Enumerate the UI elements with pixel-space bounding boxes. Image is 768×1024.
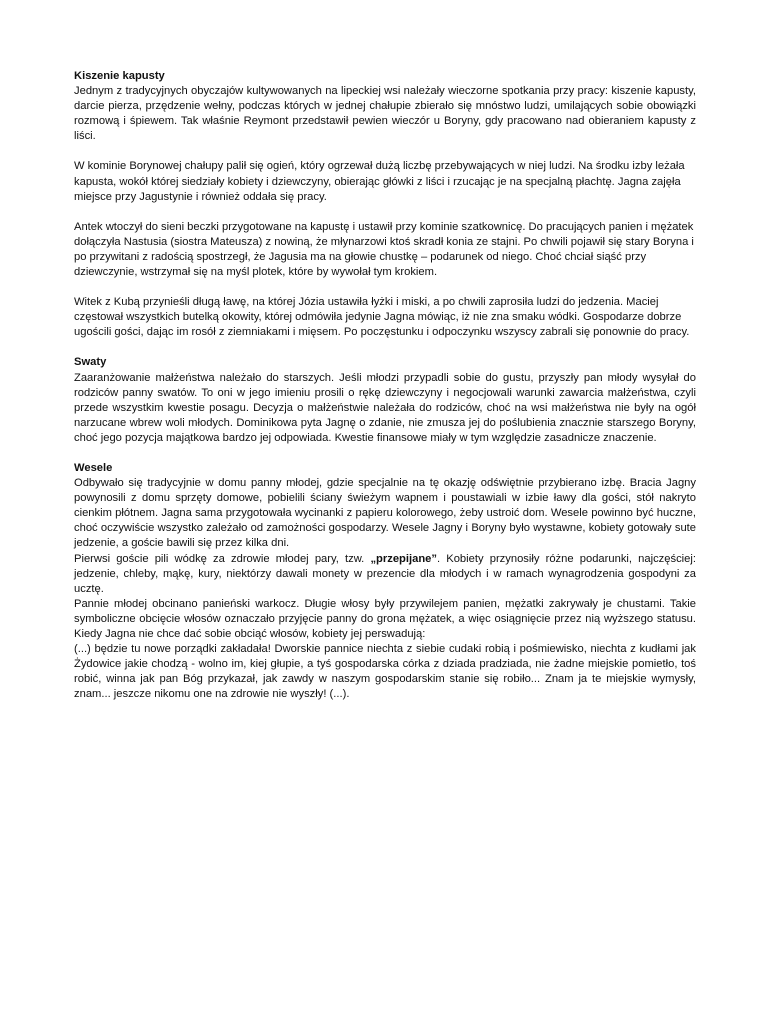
document-page [74, 69, 696, 717]
paragraph: Zaaranżowanie małżeństwa należało do starszych. Jeśli młodzi przypadli sobie do gustu, przyszły pan młody wysyłał do rodziców panny swatów. To oni w jego imieniu prosili o rękę dziewczyny i negocjowali warunki zawarcia małżeństwa, czyli przede wszystkim kwestie posagu. Decyzja o małżeństwie należała do rodziców, choć na wsi małżeństwa nie były na ogół narzucane wbrew woli młodych. Dominikowa pyta Jagnę o zdanie, nie zmusza jej do poślubienia znacznie starszego Boryny, choć jego pozycja majątkowa bardzo jej odpowiada. Kwestie finansowe miały w tym względzie zasadnicze znaczenie. [74, 371, 696, 444]
paragraph: Pannie młodej obcinano panieński warkocz. Długie włosy były przywilejem panien, mężatki zakrywały je chustami. Takie symboliczne obcięcie włosów oznaczało przyjęcie panny do grona mężatek, a więc osiągnięcie przez nią wyższego statusu. Kiedy Jagna nie chce dać sobie obciąć włosów, kobiety jej perswadują: [74, 597, 696, 640]
paragraph: Antek wtoczył do sieni beczki przygotowane na kapustę i ustawił przy kominie szatkownicę. Do pracujących panien i mężatek dołączyła Nastusia (siostra Mateusza) z nowiną, że młynarzowi ktoś skradł konia ze stajni. Po chwili pojawił się stary Boryna i po przywitani z radością spostrzegł, że Jagusia ma na głowie chustkę – podarunek od niego. Choć chciał siąść przy dziewczynie, wstrzymał się na myśl plotek, które by wywołał tym krokiem. [74, 220, 694, 279]
section-heading: Wesele [74, 461, 113, 474]
paragraph: W kominie Borynowej chałupy palił się ogień, który ogrzewał dużą liczbę przebywających w niej ludzi. Na środku izby leżała kapusta, wokół której siedziały kobiety i dziewczyny, obierając główki z liści i rzucając je na specjalną płachtę. Jagna zajęła miejsce przy Jagustynie i również oddała się pracy. [74, 160, 685, 203]
quoted-passage: (...) będzie tu nowe porządki zakładała! Dworskie pannice niechta z siebie cudaki robią i pośmiewisko, niechta z kudłami jak Żydowice jakie chodzą - wolno im, kiej głupie, a tyś gospodarska córka z dziada pradziada, nie żadne miejskie pomietło, toś robić, winna jak pan Bóg przykazał, jak zawdy w naszym gospodarskim stanie się robiło... Znam ja te miejskie wymysły, znam... jeszcze nikomu one na zdrowie nie wyszły! (...). [74, 643, 696, 701]
bold-term: „przepijane” [370, 552, 437, 565]
section-swaty [74, 355, 696, 446]
paragraph [74, 552, 696, 597]
paragraph: Jednym z tradycyjnych obyczajów kultywowanych na lipeckiej wsi należały wieczorne spotkania przy pracy: kiszenie kapusty, darcie pierza, przędzenie wełny, podczas których w jednej chałupie zbierało się mnóstwo ludzi, umilających sobie obowiązki rozmową i śpiewem. Tak właśnie Reymont przedstawił pewien wieczór u Boryny, gdy pracowano nad obieraniem kapusty z liści. [74, 85, 696, 143]
paragraph: Witek z Kubą przynieśli długą ławę, na której Józia ustawiła łyżki i miski, a po chwili zaprosiła ludzi do jedzenia. Maciej częstował wszystkich butelką okowity, której odmówiła jedynie Jagna mówiąc, iż nie zna smaku wódki. Gospodarze dobrze ugościli gości, dając im rosół z ziemniakami i mięsem. Po poczęstunku i odpoczynku wszyscy zabrali się ponownie do pracy. [74, 296, 690, 339]
section-heading: Kiszenie kapusty [74, 70, 165, 82]
section-wesele [74, 461, 696, 703]
section-kiszenie-kapusty [74, 69, 696, 340]
paragraph: Odbywało się tradycyjnie w domu panny młodej, gdzie specjalnie na tę okazję odświętnie przybierano izbę. Bracia Jagny powynosili z domu sprzęty domowe, pobielili ściany świeżym wapnem i poustawiali w izbie ławy dla gości, stół nakryto cienkim płótnem. Jagna sama przygotowała wycinanki z papieru kolorowego, żeby ustroić dom. Wesele powinno być huczne, choć oczywiście wszystko zależało od zamożności gospodarzy. Wesele Jagny i Boryny było wystawne, kobiety gotowały sute jedzenie, a goście bawili się przez kilka dni. [74, 477, 696, 550]
paragraph-text: . Kobiety przynosiły różne podarunki, najczęściej: jedzenie, chleby, mąkę, kury, niektórzy dawali monety w prezencie dla młodych i w ramach wynagrodzenia gospodyni za ucztę. [74, 552, 696, 595]
paragraph-text: Pierwsi goście pili wódkę za zdrowie młodej pary, tzw. [74, 552, 371, 565]
section-heading: Swaty [74, 356, 107, 369]
